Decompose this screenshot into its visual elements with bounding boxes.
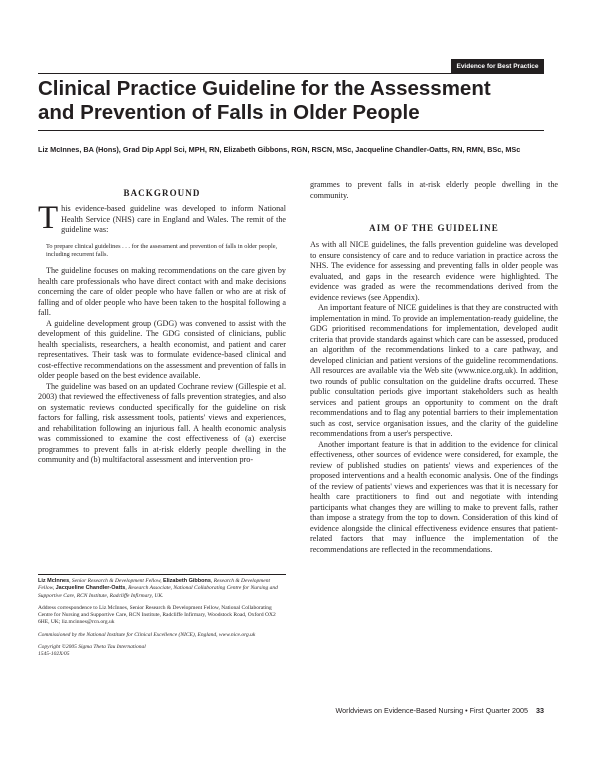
drop-cap: T [38,200,59,236]
background-paragraph-1: The guideline focuses on making recommendations on the care given by health care professionals who have direct contact with and make decisions concerning the care of older people who have fallen or who are at risk of falling and of older people who have been taken to the hospital following a fall. [38,266,286,318]
title-top-rule [38,73,544,74]
background-paragraph-2: A guideline development group (GDG) was convened to assist with the development of this guideline. The GDG consisted of clinicians, public health specialists, researchers, a health economist, and patient and carer representatives. Their task was to formulate evidence-based clinical and cost-effective recommendations on the assessment and prevention of falls in older people based on the best evidence available. [38,318,286,381]
background-paragraph-3: The guideline was based on an updated Cochrane review (Gillespie et al. 2003) that reviewed the effectiveness of falls prevention strategies, and also on systematic reviews conducted specifically for the guideline on risk factors for falling, risk assessment tools, patients' views and experiences, and rehabilitation following an injurious fall. A health economic analysis was commissioned to examine the cost effectiveness of (a) exercise programmes to prevent falls in at-risk elderly people dwelling in the community and (b) multifactoral assessment and intervention pro- [38,381,286,465]
aim-paragraph-1: As with all NICE guidelines, the falls prevention guideline was developed to ensure consistency of care and to reduce variation in practice across the NHS. The evidence for assessing and preventing falls in older people was evaluated, and gaps in the research evidence were highlighted. The evidence was graded as were the recommendations derived from the evidence reviews (see Appendix). [310,240,558,302]
correspondence-address: Address correspondence to Liz McInnes, Senior Research & Development Fellow, National Collaborating Centre for Nursing and Supportive Care, RCN Institute, Radcliffe Infirmary, Woodstock Road, Oxford OX2 6HE, UK; liz.mcinnes@rcn.org.uk [38,604,276,626]
author-notes [38,574,286,659]
page-footer [310,706,544,715]
aim-heading: AIM OF THE GUIDELINE [369,223,499,233]
commission-note: Commissioned by the National Institute for Clinical Excellence (NICE), England, www.nice.org.uk [38,631,256,638]
author-affiliations: Liz McInnes, Senior Research & Development Fellow, Elizabeth Gibbons, Research & Development Fellow, Jacqueline Chandler-Oatts, Research Associate, National Collaborating Centre for Nursing and Supportive Care, RCN Institute, Radcliffe Infirmary, UK. [38,578,278,599]
background-intro-text: his evidence-based guideline was developed to inform National Health Service (NHS) care in England and Wales. The remit of the guideline was: [61,204,286,234]
background-paragraph-3-continued: grammes to prevent falls in at-risk elderly people dwelling in the community. [310,180,558,200]
copyright-note: Copyright ©2005 Sigma Theta Tau International 1545-102X/05 [38,644,146,658]
author-list: Liz McInnes, BA (Hons), Grad Dip Appl Sci, MPH, RN, Elizabeth Gibbons, RGN, RSCN, MSc, Jacqueline Chandler-Oatts, RN, RMN, BSc, MSc [38,145,521,154]
title-line-2: and Prevention of Falls in Older People [38,101,420,124]
background-intro [38,200,286,236]
background-heading: BACKGROUND [123,188,201,198]
aim-paragraph-3: Another important feature is that in addition to the evidence for clinical effectiveness, other sources of evidence were considered, for example, the review of published studies on patients' views and experiences of the proposed interventions and a health economic analysis. One of the findings of the review of patients' views and experiences was that it is necessary for health care practitioners to find out and negotiate with intending participants what changes they are willing to make to prevent falls, rather than impose a strategy from the top to down. Consideration of this kind of evidence alongside the clinical effectiveness evidence ensures that patient-related factors that may influence the implementation of the recommendations are reflected in the recommendations. [310,439,558,554]
right-column [310,180,558,555]
title-bottom-rule [38,130,544,131]
guideline-remit-quote: To prepare clinical guidelines . . . for the assessment and prevention of falls in older people, including recurrent falls. [46,242,278,258]
section-badge: Evidence for Best Practice [451,59,544,73]
page-number: 33 [536,706,544,715]
title-line-1: Clinical Practice Guideline for the Assessment [38,77,491,100]
article-title [38,77,558,125]
journal-footer: Worldviews on Evidence-Based Nursing • First Quarter 2005 [335,706,528,715]
left-column [38,188,286,466]
aim-paragraph-2: An important feature of NICE guidelines is that they are constructed with implementation in mind. To provide an implementation-ready guideline, the GDG prioritised recommendations for implementation, developed audit criteria that provide standards against which care can be assessed, produced an algorithm of the recommendations linked to a care pathway, and developed clinician and patient versions of the guideline recommendations. All resources are available via the Web site (www.nice.org.uk). In addition, two rounds of public consultation on the guideline drafts occurred. These public consultation periods give important stakeholders such as health services and patient groups an opportunity to comment on the draft recommendations and to flag any potential barriers to their implementation such as cost, service organisation issues, and the clarity of the guideline recommendations from a user's perspective. [310,303,558,438]
